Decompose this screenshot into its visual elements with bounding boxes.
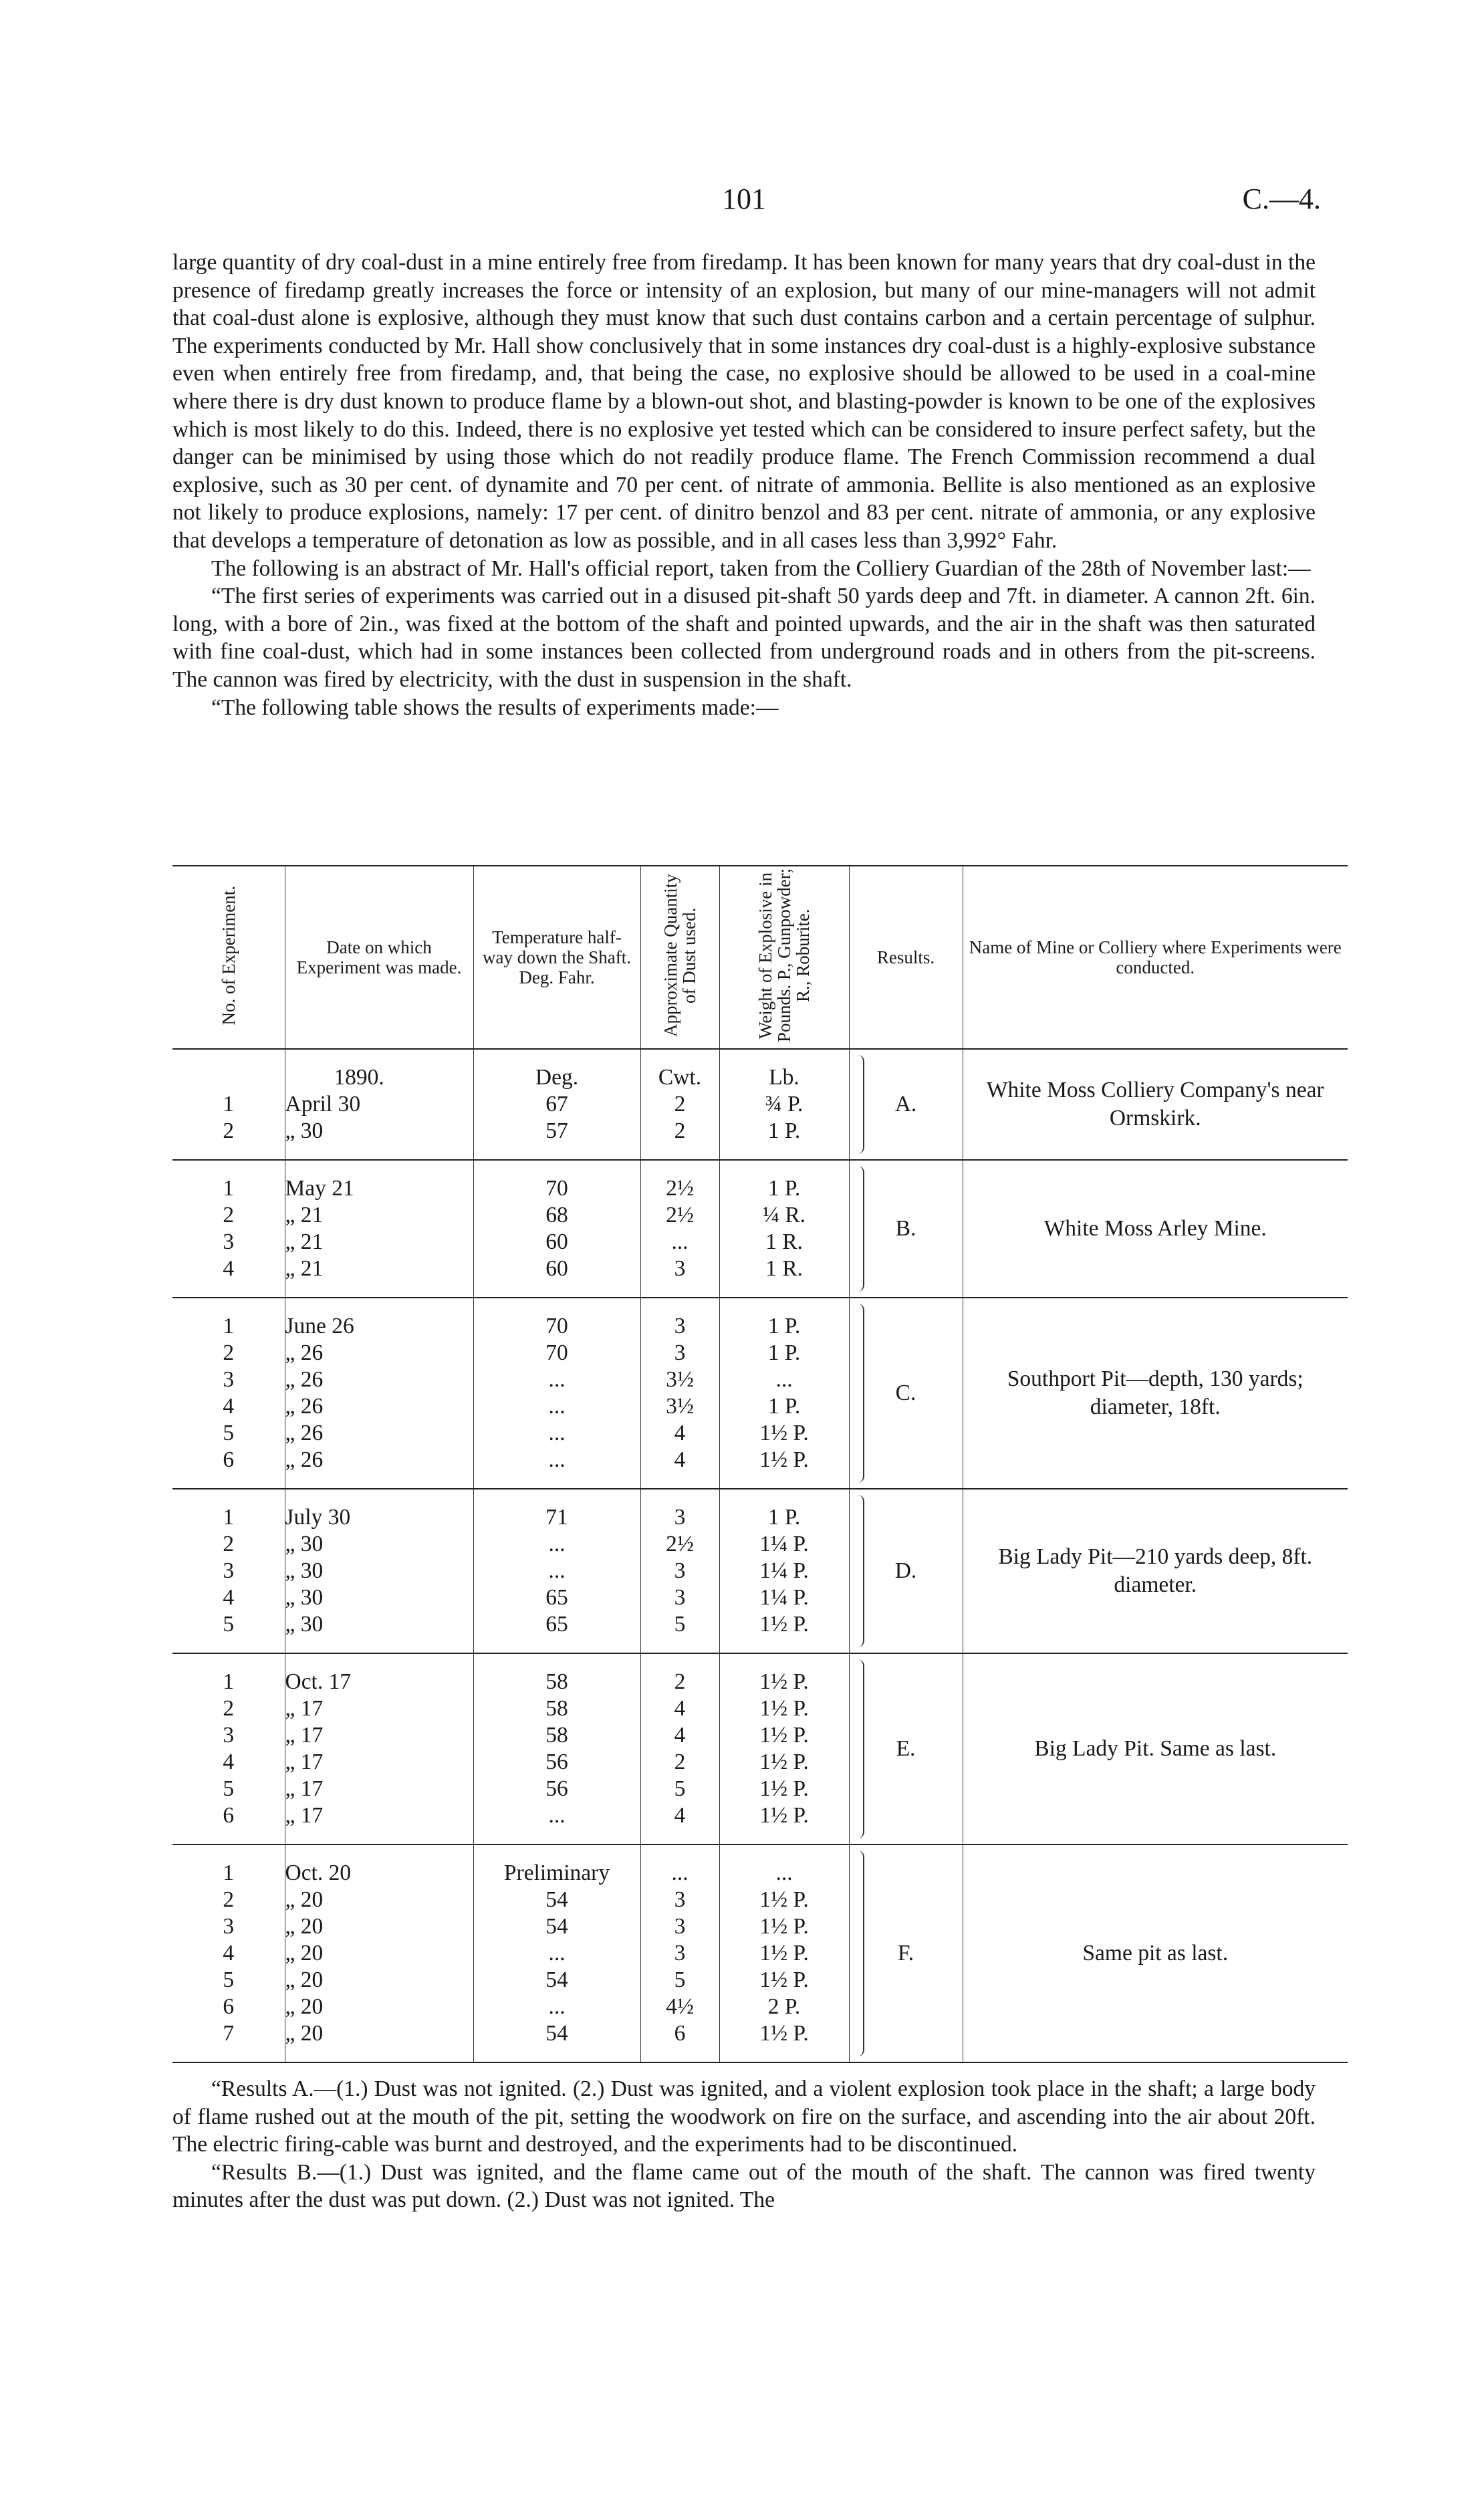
brace-mark — [854, 1495, 864, 1647]
cell-no: 5 — [223, 1968, 235, 1992]
cell-weight: 1 R. — [765, 1229, 803, 1254]
col-temp — [473, 1844, 640, 2062]
cell-weight: 1¼ P. — [759, 1585, 809, 1610]
col-date — [285, 1049, 473, 1160]
cell-temp: 65 — [545, 1585, 568, 1610]
cell-date: July 30 — [285, 1505, 351, 1530]
table-row — [172, 1653, 1348, 1844]
header-dust: Approximate Quantity of Dust used. — [640, 866, 719, 1049]
cell-weight: 1 P. — [767, 1505, 801, 1530]
result-label: B. — [895, 1216, 916, 1241]
cell-weight: ... — [775, 1367, 793, 1392]
col-results — [849, 1653, 963, 1844]
cell-temp: 65 — [545, 1612, 568, 1637]
cell-no: 1 — [223, 1861, 235, 1885]
cell-date: „ 17 — [285, 1776, 324, 1801]
cell-date: „ 26 — [285, 1394, 324, 1419]
cell-dust: 3 — [674, 1314, 686, 1338]
mine-name: Big Lady Pit—210 yards deep, 8ft. diameter. — [963, 1489, 1348, 1653]
header-weight: Weight of Explosive in Pounds. P., Gunpowder; R., Roburite. — [719, 866, 849, 1049]
brace-mark — [854, 1055, 864, 1154]
cell-weight: 1 P. — [767, 1340, 801, 1365]
cell-temp: 70 — [545, 1176, 568, 1201]
page-header — [0, 182, 1484, 222]
cell-no: 5 — [223, 1421, 235, 1445]
table-row — [172, 1489, 1348, 1653]
cell-weight: 1½ P. — [759, 1447, 809, 1472]
cell-date: „ 20 — [285, 1968, 324, 1992]
cell-no: 4 — [223, 1585, 235, 1610]
header-date: Date on which Experiment was made. — [285, 866, 473, 1049]
brace-mark — [854, 1304, 864, 1483]
paragraph: large quantity of dry coal-dust in a mine entirely free from firedamp. It has been known for many years that dry coal-dust in the presence of firedamp greatly increases the force or intensity of an explosion, but many of our mine-managers will not admit that coal-dust alone is explosive, although they must know that such dust contains carbon and a certain percentage of sulphur. The experiments conducted by Mr. Hall show conclusively that in some instances dry coal-dust is a highly-explosive substance even when entirely free from firedamp, and, that being the case, no explosive should be allowed to be used in a coal-mine where there is dry dust known to produce flame by a blown-out shot, and blasting-powder is known to be one of the explosives which is most likely to do this. Indeed, there is no explosive yet tested which can be considered to insure perfect safety, but the danger can be minimised by using those which do not readily produce flame. The French Commission recommend a dual explosive, such as 30 per cent. of dynamite and 70 per cent. of nitrate of ammonia. Bellite is also mentioned as an explosive not likely to produce explosions, namely: 17 per cent. of dinitro benzol and 83 per cent. nitrate of ammonia, or any explosive that develops a temperature of detonation as low as possible, and in all cases less than 3,992° Fahr. — [172, 250, 1316, 553]
cell-dust: 5 — [674, 1968, 686, 1992]
col-date — [285, 1489, 473, 1653]
experiment-group — [172, 1844, 1348, 2062]
cell-no: 1 — [223, 1092, 235, 1116]
header-mine: Name of Mine or Colliery where Experiments were conducted. — [963, 866, 1348, 1049]
col-temp — [473, 1489, 640, 1653]
brace-mark — [854, 1166, 864, 1292]
cell-date: „ 20 — [285, 1887, 324, 1912]
cell-no: 3 — [223, 1229, 235, 1254]
col-weight — [719, 1653, 849, 1844]
experiment-group — [172, 1653, 1348, 1844]
cell-date: „ 21 — [285, 1256, 324, 1281]
cell-dust: 3½ — [666, 1367, 694, 1392]
cell-no: 5 — [223, 1612, 235, 1637]
table-row — [172, 1844, 1348, 2062]
cell-temp: Preliminary — [503, 1861, 610, 1885]
col-no — [172, 1844, 285, 2062]
cell-no: 1 — [223, 1176, 235, 1201]
unit-label: 1890. — [334, 1065, 384, 1090]
cell-dust: 3 — [674, 1340, 686, 1365]
cell-weight: 1 P. — [767, 1314, 801, 1338]
col-date — [285, 1844, 473, 2062]
cell-weight: 1½ P. — [759, 2021, 809, 2046]
cell-date: „ 17 — [285, 1696, 324, 1721]
col-results — [849, 1844, 963, 2062]
cell-weight: 1½ P. — [759, 1968, 809, 1992]
experiment-group — [172, 1298, 1348, 1489]
experiment-group — [172, 1160, 1348, 1298]
col-dust — [640, 1653, 719, 1844]
col-dust — [640, 1489, 719, 1653]
result-label: E. — [896, 1736, 916, 1761]
cell-date: „ 30 — [285, 1612, 324, 1637]
col-temp — [473, 1653, 640, 1844]
col-date — [285, 1160, 473, 1298]
cell-date: „ 17 — [285, 1750, 324, 1774]
cell-temp: 71 — [545, 1505, 568, 1530]
cell-dust: 3 — [674, 1941, 686, 1965]
cell-no: 4 — [223, 1256, 235, 1281]
cell-no: 4 — [223, 1750, 235, 1774]
cell-temp: ... — [548, 1394, 566, 1419]
cell-weight: 1½ P. — [759, 1776, 809, 1801]
cell-no: 1 — [223, 1669, 235, 1694]
cell-weight: ¾ P. — [765, 1092, 803, 1116]
cell-temp: 57 — [545, 1118, 568, 1143]
experiment-group — [172, 1049, 1348, 1160]
table-row — [172, 1160, 1348, 1298]
cell-date: „ 20 — [285, 1914, 324, 1939]
col-dust — [640, 1049, 719, 1160]
cell-no: 2 — [223, 1696, 235, 1721]
cell-date: „ 17 — [285, 1723, 324, 1748]
cell-no: 7 — [223, 2021, 235, 2046]
cell-dust: 3½ — [666, 1394, 694, 1419]
intro-text — [172, 249, 1316, 721]
result-label: F. — [897, 1941, 914, 1965]
cell-dust: 4 — [674, 1421, 686, 1445]
col-temp — [473, 1049, 640, 1160]
paragraph: “The first series of experiments was carried out in a disused pit-shaft 50 yards deep and 7ft. in diameter. A cannon 2ft. 6in. long, with a bore of 2in., was fixed at the bottom of the shaft and pointed upwards, and the air in the shaft was then saturated with fine coal-dust, which had in some instances been collected from underground roads and in others from the pit-screens. The cannon was fired by electricity, with the dust in suspension in the shaft. — [172, 584, 1316, 692]
cell-date: „ 17 — [285, 1803, 324, 1828]
cell-weight: ... — [775, 1861, 793, 1885]
paragraph: “Results A.—(1.) Dust was not ignited. (2.) Dust was ignited, and a violent explosion took place in the shaft; a large body of flame rushed out at the mouth of the pit, setting the woodwork on fire on the surface, and ascending into the air about 20ft. The electric firing-cable was burnt and destroyed, and the experiments had to be discontinued. — [172, 2076, 1316, 2157]
col-results — [849, 1298, 963, 1489]
page-number: 101 — [722, 183, 766, 215]
cell-no: 6 — [223, 1447, 235, 1472]
cell-dust: 2½ — [666, 1176, 694, 1201]
cell-weight: 1½ P. — [759, 1421, 809, 1445]
cell-temp: 58 — [545, 1723, 568, 1748]
col-no — [172, 1160, 285, 1298]
cell-temp: ... — [548, 1558, 566, 1583]
cell-dust: 6 — [674, 2021, 686, 2046]
header-no: No. of Experiment. — [172, 866, 285, 1049]
cell-no: 6 — [223, 1803, 235, 1828]
mine-name: White Moss Colliery Company's near Ormskirk. — [963, 1049, 1348, 1160]
cell-temp: 70 — [545, 1340, 568, 1365]
cell-no: 3 — [223, 1558, 235, 1583]
cell-date: „ 20 — [285, 1941, 324, 1965]
header-temp: Temperature half-way down the Shaft. Deg. Fahr. — [473, 866, 640, 1049]
col-no — [172, 1489, 285, 1653]
results-text — [172, 2075, 1316, 2214]
mine-name: Big Lady Pit. Same as last. — [963, 1653, 1348, 1844]
cell-dust: 3 — [674, 1887, 686, 1912]
cell-date: „ 21 — [285, 1229, 324, 1254]
mine-name: White Moss Arley Mine. — [963, 1160, 1348, 1298]
unit-label: Cwt. — [658, 1065, 702, 1090]
cell-weight: 1 P. — [767, 1394, 801, 1419]
cell-weight: 1½ P. — [759, 1750, 809, 1774]
cell-temp: 60 — [545, 1256, 568, 1281]
cell-date: April 30 — [285, 1092, 361, 1116]
cell-weight: 1½ P. — [759, 1696, 809, 1721]
cell-date: „ 30 — [285, 1532, 324, 1556]
cell-date: Oct. 17 — [285, 1669, 352, 1694]
table-row — [172, 1049, 1348, 1160]
cell-temp: ... — [548, 1941, 566, 1965]
cell-temp: 54 — [545, 2021, 568, 2046]
cell-weight: 1¼ P. — [759, 1532, 809, 1556]
cell-dust: 2 — [674, 1669, 686, 1694]
cell-dust: 4 — [674, 1803, 686, 1828]
cell-date: „ 30 — [285, 1585, 324, 1610]
cell-dust: 3 — [674, 1505, 686, 1530]
cell-weight: 2 P. — [767, 1994, 801, 2019]
cell-no: 2 — [223, 1887, 235, 1912]
cell-dust: 2 — [674, 1092, 686, 1116]
cell-temp: ... — [548, 1447, 566, 1472]
cell-temp: 68 — [545, 1203, 568, 1227]
mine-name: Same pit as last. — [963, 1844, 1348, 2062]
cell-temp: 56 — [545, 1750, 568, 1774]
col-results — [849, 1049, 963, 1160]
experiment-group — [172, 1489, 1348, 1653]
cell-no: 2 — [223, 1340, 235, 1365]
cell-no: 1 — [223, 1505, 235, 1530]
cell-dust: 2½ — [666, 1203, 694, 1227]
cell-temp: 58 — [545, 1669, 568, 1694]
cell-dust: 5 — [674, 1776, 686, 1801]
cell-temp: 54 — [545, 1914, 568, 1939]
cell-weight: 1½ P. — [759, 1803, 809, 1828]
cell-no: 2 — [223, 1118, 235, 1143]
paragraph: “The following table shows the results of experiments made:— — [211, 695, 779, 720]
cell-date: May 21 — [285, 1176, 354, 1201]
col-dust — [640, 1298, 719, 1489]
cell-no: 3 — [223, 1367, 235, 1392]
cell-date: „ 30 — [285, 1118, 324, 1143]
cell-temp: 70 — [545, 1314, 568, 1338]
brace-mark — [854, 1851, 864, 2056]
paragraph: “Results B.—(1.) Dust was ignited, and the flame came out of the mouth of the shaft. The cannon was fired twenty minutes after the dust was put down. (2.) Dust was not ignited. The — [172, 2159, 1316, 2213]
cell-temp: ... — [548, 1421, 566, 1445]
cell-dust: ... — [671, 1229, 689, 1254]
cell-no: 1 — [223, 1314, 235, 1338]
cell-dust: 4½ — [666, 1994, 694, 2019]
col-weight — [719, 1489, 849, 1653]
cell-dust: 3 — [674, 1585, 686, 1610]
result-label: C. — [895, 1381, 916, 1405]
document-reference: C.—4. — [1242, 183, 1321, 215]
cell-date: June 26 — [285, 1314, 354, 1338]
col-dust — [640, 1844, 719, 2062]
cell-temp: 58 — [545, 1696, 568, 1721]
cell-weight: 1½ P. — [759, 1669, 809, 1694]
cell-date: Oct. 20 — [285, 1861, 352, 1885]
cell-temp: 54 — [545, 1968, 568, 1992]
unit-label: Lb. — [769, 1065, 799, 1090]
col-weight — [719, 1298, 849, 1489]
cell-weight: 1½ P. — [759, 1887, 809, 1912]
col-date — [285, 1653, 473, 1844]
col-weight — [719, 1160, 849, 1298]
table-row — [172, 1298, 1348, 1489]
cell-weight: ¼ R. — [762, 1203, 806, 1227]
cell-no: 6 — [223, 1994, 235, 2019]
cell-dust: 3 — [674, 1914, 686, 1939]
cell-date: „ 30 — [285, 1558, 324, 1583]
cell-temp: ... — [548, 1803, 566, 1828]
brace-mark — [854, 1659, 864, 1838]
cell-dust: 2 — [674, 1118, 686, 1143]
col-results — [849, 1489, 963, 1653]
cell-weight: 1 R. — [765, 1256, 803, 1281]
col-no — [172, 1298, 285, 1489]
col-temp — [473, 1160, 640, 1298]
cell-no: 2 — [223, 1203, 235, 1227]
col-date — [285, 1298, 473, 1489]
cell-temp: 67 — [545, 1092, 568, 1116]
cell-weight: 1¼ P. — [759, 1558, 809, 1583]
cell-date: „ 20 — [285, 2021, 324, 2046]
experiments-table — [172, 865, 1348, 2063]
cell-dust: 4 — [674, 1723, 686, 1748]
header-results: Results. — [849, 866, 963, 1049]
col-weight — [719, 1049, 849, 1160]
cell-date: „ 26 — [285, 1340, 324, 1365]
cell-date: „ 26 — [285, 1367, 324, 1392]
col-no — [172, 1653, 285, 1844]
cell-temp: ... — [548, 1367, 566, 1392]
cell-date: „ 20 — [285, 1994, 324, 2019]
cell-weight: 1½ P. — [759, 1941, 809, 1965]
cell-no: 4 — [223, 1941, 235, 1965]
result-label: A. — [894, 1092, 917, 1116]
col-dust — [640, 1160, 719, 1298]
result-label: D. — [894, 1558, 917, 1583]
cell-dust: 4 — [674, 1447, 686, 1472]
cell-dust: 4 — [674, 1696, 686, 1721]
cell-weight: 1 P. — [767, 1176, 801, 1201]
unit-label: Deg. — [535, 1065, 579, 1090]
cell-date: „ 21 — [285, 1203, 324, 1227]
cell-weight: 1 P. — [767, 1118, 801, 1143]
cell-temp: 56 — [545, 1776, 568, 1801]
cell-temp: 60 — [545, 1229, 568, 1254]
cell-temp: ... — [548, 1532, 566, 1556]
cell-dust: ... — [671, 1861, 689, 1885]
cell-dust: 3 — [674, 1558, 686, 1583]
cell-temp: ... — [548, 1994, 566, 2019]
cell-no: 4 — [223, 1394, 235, 1419]
cell-weight: 1½ P. — [759, 1723, 809, 1748]
cell-no: 2 — [223, 1532, 235, 1556]
cell-no: 3 — [223, 1723, 235, 1748]
paragraph: The following is an abstract of Mr. Hall's official report, taken from the Colliery Guardian of the 28th of November last:— — [211, 556, 1311, 581]
cell-dust: 5 — [674, 1612, 686, 1637]
cell-weight: 1½ P. — [759, 1612, 809, 1637]
mine-name: Southport Pit—depth, 130 yards; diameter, 18ft. — [963, 1298, 1348, 1489]
table-header-row — [172, 866, 1348, 1049]
cell-date: „ 26 — [285, 1447, 324, 1472]
cell-no: 3 — [223, 1914, 235, 1939]
col-weight — [719, 1844, 849, 2062]
cell-date: „ 26 — [285, 1421, 324, 1445]
cell-dust: 2 — [674, 1750, 686, 1774]
cell-temp: 54 — [545, 1887, 568, 1912]
col-results — [849, 1160, 963, 1298]
cell-dust: 3 — [674, 1256, 686, 1281]
cell-dust: 2½ — [666, 1532, 694, 1556]
cell-no: 5 — [223, 1776, 235, 1801]
col-temp — [473, 1298, 640, 1489]
col-no — [172, 1049, 285, 1160]
cell-weight: 1½ P. — [759, 1914, 809, 1939]
